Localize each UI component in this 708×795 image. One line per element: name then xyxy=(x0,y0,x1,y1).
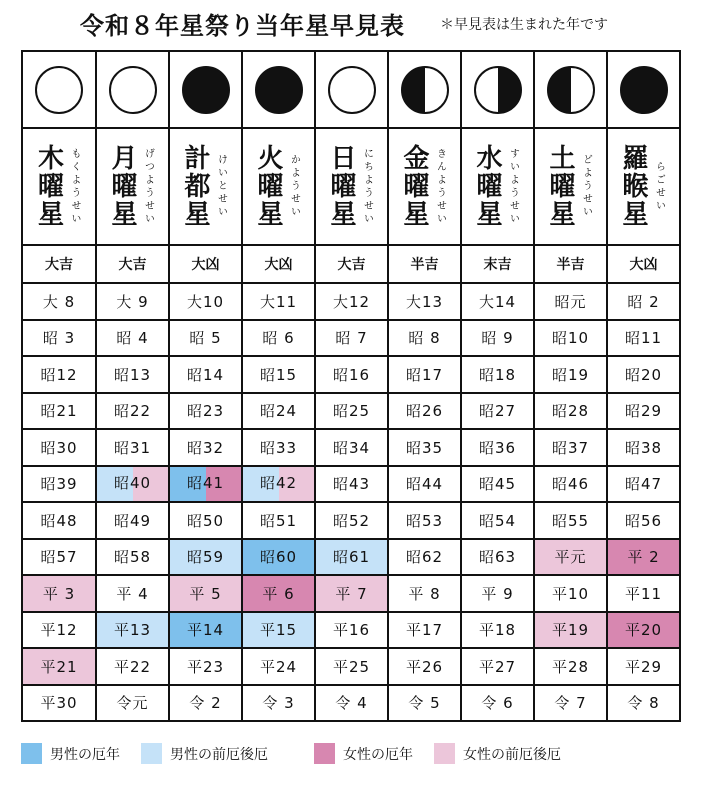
year-label: 昭40 xyxy=(113,473,152,492)
year-cell: 平元 xyxy=(534,539,607,576)
star-kanji: 星 xyxy=(330,199,357,230)
year-cell: 令元 xyxy=(96,685,169,722)
year-cell: 昭20 xyxy=(607,356,680,393)
year-cell: 令 8 xyxy=(607,685,680,722)
fortune-cell: 大吉 xyxy=(96,245,169,283)
star-name-cell xyxy=(22,128,96,245)
moon-cell xyxy=(534,51,607,128)
star-name xyxy=(184,145,210,229)
star-ruby: すいようせい xyxy=(507,147,519,226)
year-cell: 平 9 xyxy=(461,575,534,612)
legend-swatch xyxy=(21,743,42,764)
year-cell: 昭 5 xyxy=(169,320,242,357)
year-cell: 平14 xyxy=(169,612,242,649)
year-cell: 昭48 xyxy=(22,502,96,539)
year-cell: 昭27 xyxy=(461,393,534,430)
year-cell: 昭53 xyxy=(388,502,461,539)
year-cell: 昭30 xyxy=(22,429,96,466)
fortune-cell: 半吉 xyxy=(534,245,607,283)
year-cell: 令 6 xyxy=(461,685,534,722)
star-kanji: 曜 xyxy=(330,171,357,202)
moon-phase-icon xyxy=(181,65,231,115)
star-ruby: にちようせい xyxy=(361,147,373,226)
star-name xyxy=(330,145,356,229)
year-cell: 平12 xyxy=(22,612,96,649)
year-row xyxy=(22,393,680,430)
year-cell xyxy=(242,466,315,503)
year-cell: 昭 9 xyxy=(461,320,534,357)
year-cell: 昭 2 xyxy=(607,283,680,320)
year-cell: 昭14 xyxy=(169,356,242,393)
year-row xyxy=(22,685,680,722)
year-cell: 昭34 xyxy=(315,429,388,466)
year-cell: 昭52 xyxy=(315,502,388,539)
year-cell: 昭61 xyxy=(315,539,388,576)
year-cell: 大 9 xyxy=(96,283,169,320)
star-ruby: げつようせい xyxy=(142,147,154,226)
year-cell: 大13 xyxy=(388,283,461,320)
legend-item xyxy=(21,743,120,764)
star-name-cell xyxy=(96,128,169,245)
year-cell: 平16 xyxy=(315,612,388,649)
star-name xyxy=(476,145,502,229)
year-cell: 平24 xyxy=(242,648,315,685)
year-cell: 昭11 xyxy=(607,320,680,357)
year-cell: 昭39 xyxy=(22,466,96,503)
star-name-row xyxy=(22,128,680,245)
year-cell: 昭13 xyxy=(96,356,169,393)
fortune-cell: 大吉 xyxy=(22,245,96,283)
moon-cell xyxy=(607,51,680,128)
header xyxy=(0,0,708,50)
legend xyxy=(21,740,701,770)
year-cell: 昭26 xyxy=(388,393,461,430)
star-kanji: 羅 xyxy=(622,143,649,174)
star-kanji: 木 xyxy=(37,143,64,174)
star-name-cell xyxy=(607,128,680,245)
year-cell: 平 3 xyxy=(22,575,96,612)
star-kanji: 土 xyxy=(549,143,576,174)
star-name-cell xyxy=(461,128,534,245)
year-cell: 昭32 xyxy=(169,429,242,466)
year-cell: 平30 xyxy=(22,685,96,722)
year-cell: 令 7 xyxy=(534,685,607,722)
year-row xyxy=(22,356,680,393)
year-cell xyxy=(96,466,169,503)
year-cell: 令 3 xyxy=(242,685,315,722)
star-chart-table xyxy=(21,50,681,722)
year-cell: 平26 xyxy=(388,648,461,685)
star-kanji: 金 xyxy=(403,143,430,174)
fortune-cell: 大凶 xyxy=(607,245,680,283)
star-kanji: 計 xyxy=(184,143,211,174)
year-cell: 昭44 xyxy=(388,466,461,503)
year-cell: 昭35 xyxy=(388,429,461,466)
year-cell: 昭 7 xyxy=(315,320,388,357)
year-cell: 昭21 xyxy=(22,393,96,430)
moon-phase-icon xyxy=(254,65,304,115)
year-cell: 大10 xyxy=(169,283,242,320)
year-row xyxy=(22,575,680,612)
year-cell: 昭56 xyxy=(607,502,680,539)
year-cell: 昭10 xyxy=(534,320,607,357)
year-cell: 昭50 xyxy=(169,502,242,539)
year-cell: 昭16 xyxy=(315,356,388,393)
year-cell: 大11 xyxy=(242,283,315,320)
moon-cell xyxy=(22,51,96,128)
year-cell: 昭37 xyxy=(534,429,607,466)
fortune-row xyxy=(22,245,680,283)
year-row xyxy=(22,539,680,576)
year-row xyxy=(22,320,680,357)
legend-label: 男性の厄年 xyxy=(50,746,120,763)
star-kanji: 睺 xyxy=(622,171,649,202)
year-cell: 平 7 xyxy=(315,575,388,612)
year-cell: 昭60 xyxy=(242,539,315,576)
star-kanji: 星 xyxy=(476,199,503,230)
year-cell: 昭23 xyxy=(169,393,242,430)
star-kanji: 曜 xyxy=(403,171,430,202)
star-name-cell xyxy=(534,128,607,245)
year-cell: 平10 xyxy=(534,575,607,612)
year-cell: 平15 xyxy=(242,612,315,649)
year-cell: 昭54 xyxy=(461,502,534,539)
star-kanji: 星 xyxy=(549,199,576,230)
year-cell: 昭 3 xyxy=(22,320,96,357)
year-cell: 平 2 xyxy=(607,539,680,576)
year-cell: 昭62 xyxy=(388,539,461,576)
star-ruby: どようせい xyxy=(580,154,592,219)
star-kanji: 火 xyxy=(257,143,284,174)
star-kanji: 曜 xyxy=(111,171,138,202)
year-cell: 昭36 xyxy=(461,429,534,466)
legend-label: 女性の前厄後厄 xyxy=(463,746,561,763)
year-cell: 平21 xyxy=(22,648,96,685)
legend-item xyxy=(141,743,268,764)
year-cell: 昭43 xyxy=(315,466,388,503)
year-cell: 平13 xyxy=(96,612,169,649)
year-row xyxy=(22,429,680,466)
star-kanji: 曜 xyxy=(476,171,503,202)
star-ruby: かようせい xyxy=(288,154,300,219)
star-kanji: 星 xyxy=(403,199,430,230)
moon-phase-icon xyxy=(546,65,596,115)
year-cell xyxy=(169,466,242,503)
year-cell: 令 4 xyxy=(315,685,388,722)
year-cell: 平23 xyxy=(169,648,242,685)
year-cell: 平27 xyxy=(461,648,534,685)
star-name-cell xyxy=(315,128,388,245)
year-cell: 令 2 xyxy=(169,685,242,722)
year-cell: 平 5 xyxy=(169,575,242,612)
legend-item xyxy=(314,743,413,764)
star-kanji: 日 xyxy=(330,143,357,174)
year-cell: 昭49 xyxy=(96,502,169,539)
year-row xyxy=(22,466,680,503)
page-title: 令和８年星祭り当年星早見表 xyxy=(80,11,405,40)
star-ruby: けいとせい xyxy=(215,154,227,219)
moon-phase-icon xyxy=(34,65,84,115)
star-kanji: 月 xyxy=(111,143,138,174)
year-cell: 平29 xyxy=(607,648,680,685)
year-cell: 昭28 xyxy=(534,393,607,430)
year-cell: 昭51 xyxy=(242,502,315,539)
star-name xyxy=(257,145,283,229)
star-kanji: 水 xyxy=(476,143,503,174)
year-cell: 昭 4 xyxy=(96,320,169,357)
star-kanji: 星 xyxy=(622,199,649,230)
year-cell: 昭59 xyxy=(169,539,242,576)
year-row xyxy=(22,502,680,539)
year-cell: 昭47 xyxy=(607,466,680,503)
year-cell: 昭15 xyxy=(242,356,315,393)
year-cell: 平17 xyxy=(388,612,461,649)
year-cell: 大14 xyxy=(461,283,534,320)
legend-swatch xyxy=(434,743,455,764)
year-row xyxy=(22,283,680,320)
year-cell: 昭57 xyxy=(22,539,96,576)
fortune-cell: 半吉 xyxy=(388,245,461,283)
moon-cell xyxy=(388,51,461,128)
year-cell: 平28 xyxy=(534,648,607,685)
year-cell: 昭 6 xyxy=(242,320,315,357)
year-cell: 昭45 xyxy=(461,466,534,503)
star-kanji: 曜 xyxy=(257,171,284,202)
year-cell: 平18 xyxy=(461,612,534,649)
fortune-cell: 末吉 xyxy=(461,245,534,283)
star-kanji: 星 xyxy=(111,199,138,230)
star-name xyxy=(38,145,64,229)
year-cell: 昭58 xyxy=(96,539,169,576)
star-kanji: 曜 xyxy=(37,171,64,202)
fortune-cell: 大凶 xyxy=(242,245,315,283)
star-ruby: もくようせい xyxy=(69,147,80,226)
moon-phase-icon xyxy=(108,65,158,115)
year-cell: 昭19 xyxy=(534,356,607,393)
year-cell: 昭55 xyxy=(534,502,607,539)
year-cell: 昭33 xyxy=(242,429,315,466)
moon-cell xyxy=(169,51,242,128)
star-name xyxy=(111,145,137,229)
year-label: 昭42 xyxy=(259,473,298,492)
year-cell: 昭63 xyxy=(461,539,534,576)
legend-swatch xyxy=(141,743,162,764)
star-kanji: 都 xyxy=(184,171,211,202)
moon-phase-icon xyxy=(619,65,669,115)
star-kanji: 星 xyxy=(257,199,284,230)
year-cell: 昭12 xyxy=(22,356,96,393)
year-cell: 昭元 xyxy=(534,283,607,320)
moon-cell xyxy=(461,51,534,128)
year-cell: 昭17 xyxy=(388,356,461,393)
year-cell: 昭25 xyxy=(315,393,388,430)
star-kanji: 星 xyxy=(184,199,211,230)
star-kanji: 曜 xyxy=(549,171,576,202)
year-cell: 平25 xyxy=(315,648,388,685)
year-cell: 大12 xyxy=(315,283,388,320)
year-cell: 昭29 xyxy=(607,393,680,430)
year-cell: 平20 xyxy=(607,612,680,649)
fortune-cell: 大吉 xyxy=(315,245,388,283)
year-cell: 昭18 xyxy=(461,356,534,393)
year-cell: 昭46 xyxy=(534,466,607,503)
year-cell: 平 6 xyxy=(242,575,315,612)
year-cell: 昭31 xyxy=(96,429,169,466)
moon-cell xyxy=(96,51,169,128)
year-cell: 平22 xyxy=(96,648,169,685)
star-name-cell xyxy=(388,128,461,245)
star-name xyxy=(622,145,648,229)
fortune-cell: 大凶 xyxy=(169,245,242,283)
moon-phase-icon xyxy=(400,65,450,115)
moon-phase-icon xyxy=(327,65,377,115)
year-cell: 昭24 xyxy=(242,393,315,430)
year-cell: 平 4 xyxy=(96,575,169,612)
moon-row xyxy=(22,51,680,128)
star-name xyxy=(403,145,429,229)
star-ruby: きんようせい xyxy=(434,147,446,226)
legend-item xyxy=(434,743,561,764)
star-name-cell xyxy=(169,128,242,245)
page-subtitle: ＊早見表は生まれた年です xyxy=(440,17,608,33)
year-cell: 平19 xyxy=(534,612,607,649)
year-cell: 昭22 xyxy=(96,393,169,430)
year-cell: 昭 8 xyxy=(388,320,461,357)
moon-cell xyxy=(315,51,388,128)
star-kanji: 星 xyxy=(37,199,64,230)
legend-swatch xyxy=(314,743,335,764)
year-label: 昭41 xyxy=(186,473,225,492)
year-cell: 令 5 xyxy=(388,685,461,722)
legend-label: 男性の前厄後厄 xyxy=(170,746,268,763)
year-cell: 平 8 xyxy=(388,575,461,612)
year-cell: 平11 xyxy=(607,575,680,612)
year-row xyxy=(22,612,680,649)
year-cell: 昭38 xyxy=(607,429,680,466)
legend-label: 女性の厄年 xyxy=(343,746,413,763)
star-name-cell xyxy=(242,128,315,245)
moon-phase-icon xyxy=(473,65,523,115)
year-cell: 大 8 xyxy=(22,283,96,320)
year-row xyxy=(22,648,680,685)
star-ruby: らごせい xyxy=(653,160,665,213)
star-name xyxy=(549,145,575,229)
moon-cell xyxy=(242,51,315,128)
